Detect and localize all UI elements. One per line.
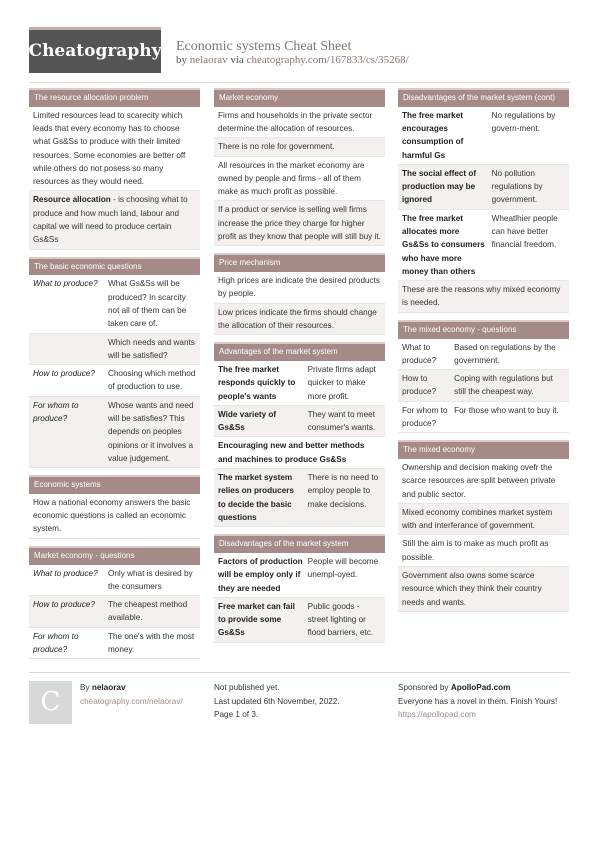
table-row (398, 210, 569, 281)
sponsor-name[interactable]: ApolloPad.com (450, 683, 511, 692)
advantage: Encouraging new and better methods and machines to produce Gs&Ss (218, 441, 365, 464)
table-row (29, 275, 200, 333)
section-title: Disadvantages of the market system (214, 534, 385, 553)
table-row (398, 165, 569, 210)
section-title: Advantages of the market system (214, 342, 385, 361)
list-item: Government also owns some scarce resource which they think their country needs and wants. (398, 567, 569, 612)
column-2 (214, 88, 385, 650)
list-item: Low prices indicate the firms should change the allocation of their resources. (214, 304, 385, 336)
answer: Only what is desired by the consumers (107, 568, 193, 591)
answer: Which needs and wants will be satisfied? (107, 337, 195, 360)
paragraph: How a national economy answers the basic economic questions is called an economic system. (29, 494, 200, 539)
author-url-link[interactable]: cheatography.com/nelaorav/ (80, 696, 183, 706)
reason: Private firms adapt quicker to make more profit. (307, 365, 376, 401)
question: How to produce? (33, 369, 95, 379)
table-row (398, 107, 569, 165)
answer: The one's with the most money. (107, 631, 195, 654)
section-mixed-economy (398, 440, 569, 612)
sponsor-text: Everyone has a novel in them. Finish Yours! (398, 696, 558, 706)
question (33, 336, 108, 363)
column-3 (398, 88, 569, 619)
author-link[interactable]: nelaorav (189, 54, 228, 66)
table-row (214, 361, 385, 406)
list-item: Ownership and decision making ovefr the scarce resources are split between private and public sector. (398, 459, 569, 504)
via-label: via (227, 54, 247, 66)
term: Resource allocation (33, 195, 111, 205)
section-title: Disadvantages of the market system (cont) (398, 88, 569, 107)
header-divider (29, 82, 570, 83)
footer-meta (214, 681, 340, 722)
disadvantage: The social effect of production may be ignored (402, 168, 477, 205)
published-status: Not published yet. (214, 683, 280, 692)
question: What to produce? (402, 342, 437, 365)
list-item: If a product or service is selling well firms increase the price they charge for higher profit as they know that people will still buy it. (214, 201, 385, 246)
answer: Whose wants and need will be satisfies? This depends on peoples opinions or it involves a value judgement. (107, 400, 194, 463)
section-price-mechanism (214, 253, 385, 335)
disadvantage: The free market allocates more Gs&Ss to consumers who have more money than others (402, 213, 485, 276)
section-resource-allocation (29, 88, 200, 250)
sponsor-line (398, 681, 573, 695)
definition: - is choosing what to produce and how much land, labour and capital we will need to produce certain Gs&Ss (33, 195, 188, 245)
reason: No regulations by govern-ment. (491, 110, 556, 134)
question: What to produce? (33, 568, 98, 578)
table-row (214, 437, 385, 469)
table-row (29, 334, 200, 366)
cheatography-logo[interactable]: Cheatography (29, 27, 161, 73)
note: These are the reasons why mixed economy is needed. (398, 281, 569, 313)
section-title: Economic systems (29, 475, 200, 494)
by-label: By (80, 683, 92, 692)
reason: Wheatlhier people can have better financial freedom. (491, 213, 558, 250)
answer: What Gs&Ss will be produced? In scarcity not all of them can be taken care of. (107, 279, 187, 329)
answer: The cheapest method available. (107, 600, 188, 623)
section-market-disadvantages (214, 534, 385, 642)
answer: Based on regulations by the government. (454, 342, 556, 365)
sponsor-label: Sponsored by (398, 683, 451, 692)
table-row (29, 565, 200, 597)
answer: Coping with regulations but still the cheapest way. (454, 374, 553, 397)
section-title: The basic economic questions (29, 257, 200, 276)
author-line (80, 681, 183, 695)
sheet-url-link[interactable]: cheatography.com/167833/cs/35268/ (246, 54, 409, 66)
footer-divider (29, 672, 570, 673)
section-mixed-questions (398, 320, 569, 433)
byline (176, 52, 409, 70)
question: How to produce? (33, 600, 95, 610)
reason: There is no need to employ people to make decisions. (307, 473, 379, 509)
paragraph (29, 191, 200, 249)
table-row (398, 339, 569, 371)
answer: Choosing which method of production to use. (107, 369, 196, 392)
footer-author (29, 681, 183, 724)
reason: No pollution regulations by government. (491, 168, 543, 205)
list-item: All resources in the market economy are owned by people and firms - all of them make as much profit as possible. (214, 157, 385, 202)
section-market-questions (29, 546, 200, 659)
list-item: Mixed economy combines market system with and interferance of government. (398, 504, 569, 536)
disadvantage: Free market can fail to provide some Gs&Ss (218, 601, 295, 638)
author-name[interactable]: nelaorav (91, 683, 126, 692)
by-label: by (176, 54, 190, 66)
advantage: The free market responds quickly to people's wants (218, 365, 296, 401)
paragraph: Limited resources lead to scarecity which leads that every economy has to choose what Gs&Ss to produce with their limited resources. Some economies are better off while others do not posess so many resources as they would need. (29, 107, 200, 192)
question: For whom to produce? (402, 405, 448, 428)
table-row (214, 469, 385, 527)
section-title: Market economy - questions (29, 546, 200, 565)
section-title: Price mechanism (214, 253, 385, 272)
column-1 (29, 88, 200, 666)
section-title: The resource allocation problem (29, 88, 200, 107)
reason: They want to meet consumer's wants. (307, 409, 376, 433)
question: For whom to produce? (33, 631, 79, 654)
section-economic-systems (29, 475, 200, 539)
list-item: Firms and households in the private sector determine the allocation of resources. (214, 107, 385, 139)
table-row (29, 365, 200, 397)
section-market-economy (214, 88, 385, 246)
section-title: The mixed economy (398, 440, 569, 459)
section-basic-questions (29, 257, 200, 468)
question: How to produce? (402, 374, 437, 397)
list-item: High prices are indicate the desired products by people. (214, 272, 385, 304)
table-row (29, 397, 200, 468)
answer: For those who want to buy it. (454, 405, 559, 415)
reason: People will become unempl-oyed. (307, 556, 379, 580)
list-item: Still the aim is to make as much profit as possible. (398, 535, 569, 567)
question: For whom to produce? (33, 400, 79, 423)
last-updated: Last updated 6th November, 2022. (214, 696, 340, 706)
table-row (398, 370, 569, 402)
disadvantage: The free market encourages consumption of harmful Gs (402, 110, 464, 160)
reason: Public goods - street lighting or flood barriers, etc. (307, 601, 374, 638)
list-item: There is no role for government. (214, 138, 385, 156)
advantage: The market system relies on producers to decide the basic questions (218, 473, 294, 522)
section-market-advantages (214, 342, 385, 527)
table-row (29, 596, 200, 628)
table-row (398, 402, 569, 434)
section-market-disadvantages-cont (398, 88, 569, 313)
section-title: The mixed economy - questions (398, 320, 569, 339)
disadvantage: Factors of production will be employ only if they are needed (218, 556, 303, 593)
table-row (214, 598, 385, 643)
question: What to produce? (33, 279, 98, 289)
section-title: Market economy (214, 88, 385, 107)
table-row (214, 553, 385, 598)
sheet-title: Economic systems Cheat Sheet (176, 39, 352, 54)
page-number: Page 1 of 3. (214, 710, 259, 720)
sponsor-url-link[interactable]: https://apollopad.com (398, 710, 476, 720)
footer-sponsor (398, 681, 573, 722)
advantage: Wide variety of Gs&Ss (218, 409, 277, 433)
table-row (214, 406, 385, 438)
table-row (29, 628, 200, 660)
avatar: C (29, 681, 72, 724)
